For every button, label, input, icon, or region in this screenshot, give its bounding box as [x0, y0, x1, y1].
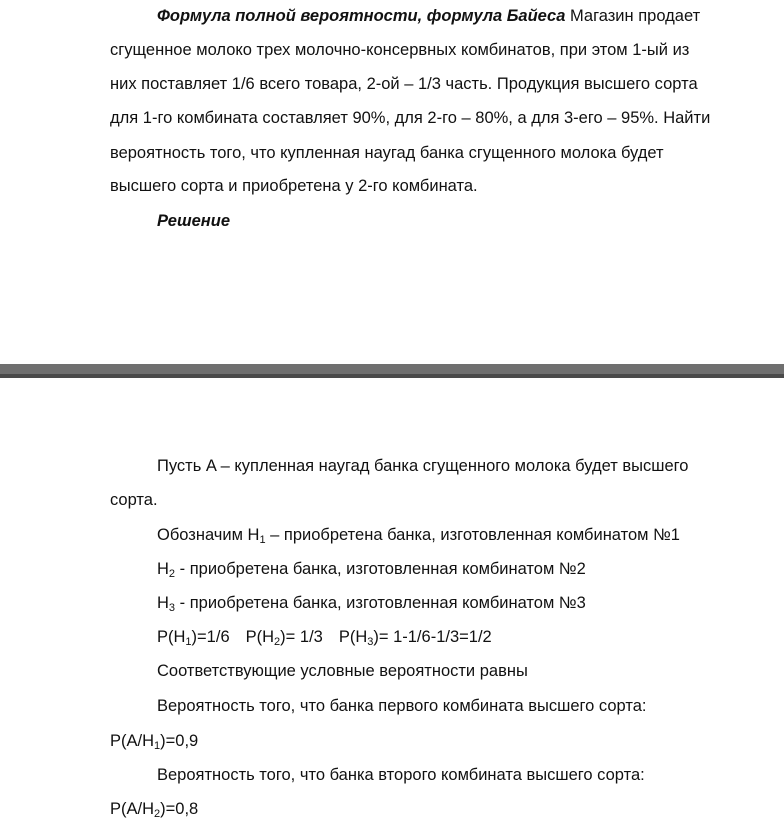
formula-part: )=0,9: [160, 732, 199, 750]
subscript: 1: [259, 534, 266, 546]
prob-h3: [339, 628, 492, 646]
page-divider: [0, 364, 784, 378]
hypothesis-label: H: [157, 560, 169, 578]
hypothesis-label: Обозначим H: [157, 526, 260, 544]
subscript: 2: [274, 636, 281, 648]
formula-part: P(H: [338, 628, 368, 646]
problem-title: Формула полной вероятности, формула Байеса: [157, 7, 566, 25]
prob-h2: [246, 628, 323, 646]
first-plant-text: Вероятность того, что банка первого комбината высшего сорта:: [157, 697, 647, 715]
problem-text-line: для 1-го комбината составляет 90%, для 2-го – 80%, а для 3-его – 95%. Найти: [110, 109, 711, 127]
problem-text-line: вероятность того, что купленная наугад банка сгущенного молока будет: [110, 144, 664, 162]
problem-text-line: высшего сорта и приобретена у 2-го комбината.: [110, 177, 478, 195]
problem-text-line: них поставляет 1/6 всего товара, 2-ой – 1/3 часть. Продукция высшего сорта: [110, 75, 698, 93]
subscript: 3: [168, 602, 176, 614]
hypothesis-h1: [157, 525, 680, 545]
formula-part: )=0,8: [160, 800, 199, 818]
subscript: 2: [154, 808, 161, 820]
formula-part: )= 1/3: [280, 628, 323, 646]
solution-heading: Решение: [157, 212, 231, 230]
subscript: 2: [168, 568, 176, 580]
problem-first-line: [157, 6, 700, 26]
problem-text-line: сгущенное молоко трех молочно-консервных комбинатов, при этом 1-ый из: [110, 41, 690, 59]
formula-part: P(H: [245, 628, 275, 646]
second-plant-text: Вероятность того, что банка второго комбината высшего сорта:: [157, 766, 645, 784]
solution-intro-line: Пусть A – купленная наугад банка сгущенного молока будет высшего: [157, 457, 689, 475]
problem-text-line: Магазин продает: [565, 7, 701, 25]
hypothesis-text: – приобретена банка, изготовленная комбинатом №1: [265, 526, 680, 544]
subscript: 1: [185, 636, 192, 648]
hypothesis-h2: [157, 559, 586, 579]
hypothesis-h3: [157, 593, 586, 613]
conditional-prob-h1: [110, 731, 198, 751]
prob-h1: [157, 628, 230, 646]
solution-intro-line: сорта.: [110, 491, 158, 509]
formula-part: )= 1-1/6-1/3=1/2: [373, 628, 492, 646]
formula-part: P(A/H: [110, 800, 155, 818]
hypothesis-text: - приобретена банка, изготовленная комбинатом №2: [175, 560, 586, 578]
subscript: 3: [367, 636, 374, 648]
formula-part: P(A/H: [110, 732, 155, 750]
document-page-1: [0, 0, 784, 364]
hypothesis-label: H: [157, 594, 169, 612]
prior-probabilities: [157, 627, 492, 647]
formula-part: )=1/6: [191, 628, 230, 646]
formula-part: P(H: [157, 628, 186, 646]
conditional-intro: Соответствующие условные вероятности равны: [157, 662, 528, 680]
subscript: 1: [154, 740, 161, 752]
hypothesis-text: - приобретена банка, изготовленная комбинатом №3: [175, 594, 586, 612]
conditional-prob-h2: [110, 799, 198, 819]
